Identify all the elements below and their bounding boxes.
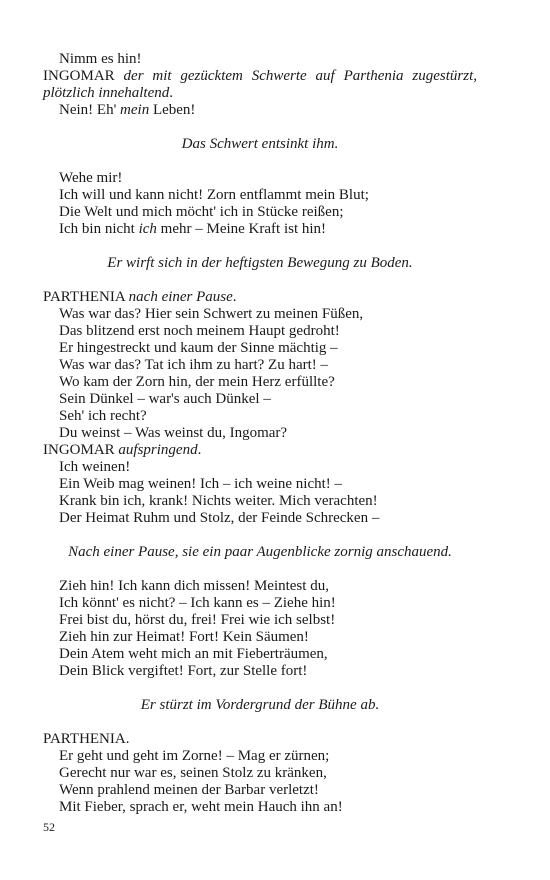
verse-line	[43, 629, 493, 646]
verse-line	[43, 782, 493, 799]
verse-line	[43, 187, 493, 204]
verse-line	[43, 408, 493, 425]
text: Seh' ich recht?	[59, 408, 147, 424]
verse-line	[43, 748, 493, 765]
text: Ich will und kann nicht! Zorn entflammt mein Blut;	[59, 187, 369, 203]
verse-line	[43, 425, 493, 442]
text: Dein Atem weht mich an mit Fieberträumen,	[59, 646, 328, 662]
text: Wenn prahlend meinen der Barbar verletzt!	[59, 782, 319, 798]
text: Zieh hin zur Heimat! Fort! Kein Säumen!	[59, 629, 309, 645]
verse-line	[43, 476, 493, 493]
speaker-line	[43, 731, 477, 748]
verse-line	[43, 102, 493, 119]
italic-text: mein	[120, 102, 150, 118]
italic-text: Er stürzt im Vordergrund der Bühne ab.	[140, 697, 380, 713]
text: Nein! Eh'	[59, 102, 121, 118]
text: Wo kam der Zorn hin, der mein Herz erfüllte?	[59, 374, 335, 390]
book-page	[43, 0, 477, 880]
text: Ich bin nicht	[59, 221, 139, 237]
verse-line	[43, 170, 493, 187]
verse-line	[43, 799, 493, 816]
text: Ich könnt' es nicht? – Ich kann es – Ziehe hin!	[59, 595, 336, 611]
text: Leben!	[149, 102, 196, 118]
text: PARTHENIA.	[43, 731, 130, 747]
text: Er hingestreckt und kaum der Sinne mächtig –	[59, 340, 338, 356]
text: Das blitzend erst noch meinem Haupt gedroht!	[59, 323, 340, 339]
text: .	[197, 442, 202, 458]
italic-text: nach einer Pause	[128, 289, 233, 305]
text: Du weinst – Was weinst du, Ingomar?	[59, 425, 288, 441]
text: Was war das? Hier sein Schwert zu meinen Füßen,	[59, 306, 364, 322]
verse-line	[43, 765, 493, 782]
italic-text: ich	[138, 221, 157, 237]
text: Was war das? Tat ich ihm zu hart? Zu hart! –	[59, 357, 329, 373]
verse-line	[43, 595, 493, 612]
verse-line	[43, 306, 493, 323]
text: INGOMAR	[43, 68, 124, 84]
speaker-line	[43, 289, 477, 306]
text: Mit Fieber, sprach er, weht mein Hauch ihn an!	[59, 799, 343, 815]
stage-direction	[43, 544, 477, 561]
text: mehr – Meine Kraft ist hin!	[156, 221, 327, 237]
italic-text: aufspringend	[118, 442, 198, 458]
text: Dein Blick vergiftet! Fort, zur Stelle fort!	[59, 663, 308, 679]
verse-line	[43, 221, 493, 238]
text: Krank bin ich, krank! Nichts weiter. Mich verachten!	[59, 493, 378, 509]
text: Sein Dünkel – war's auch Dünkel –	[59, 391, 271, 407]
verse-line	[43, 391, 493, 408]
text: Ein Weib mag weinen! Ich – ich weine nicht! –	[59, 476, 343, 492]
verse-line	[43, 204, 493, 221]
verse-line	[43, 612, 493, 629]
speaker-line	[43, 442, 477, 459]
verse-line	[43, 663, 493, 680]
stage-direction	[43, 697, 477, 714]
text: Ich weinen!	[59, 459, 131, 475]
verse-line	[43, 646, 493, 663]
text: Gerecht nur war es, seinen Stolz zu kränken,	[59, 765, 327, 781]
text: Die Welt und mich möcht' ich in Stücke reißen;	[59, 204, 344, 220]
text: Wehe mir!	[59, 170, 123, 186]
verse-line	[43, 340, 493, 357]
text: Er geht und geht im Zorne! – Mag er zürnen;	[59, 748, 330, 764]
verse-line	[43, 510, 493, 527]
stage-direction	[43, 255, 477, 272]
stage-direction-continued	[43, 85, 477, 102]
verse-line	[43, 357, 493, 374]
page-number: 52	[43, 820, 55, 834]
text: .	[232, 289, 237, 305]
verse-line	[43, 459, 493, 476]
text: Frei bist du, hörst du, frei! Frei wie ich selbst!	[59, 612, 336, 628]
speaker-line	[43, 68, 477, 85]
verse-line	[43, 493, 493, 510]
italic-text: Er wirft sich in der heftigsten Bewegung zu Boden.	[107, 255, 413, 271]
text: Der Heimat Ruhm und Stolz, der Feinde Schrecken –	[59, 510, 380, 526]
verse-line	[43, 323, 493, 340]
verse-line	[43, 51, 493, 68]
italic-text: Nach einer Pause, sie ein paar Augenblicke zornig anschauend.	[68, 544, 452, 560]
text: INGOMAR	[43, 442, 119, 458]
text: Nimm es hin!	[59, 51, 142, 67]
italic-text: der mit gezücktem Schwerte auf Parthenia zugestürzt,	[123, 68, 478, 84]
stage-direction	[43, 136, 477, 153]
verse-line	[43, 578, 493, 595]
verse-line	[43, 374, 493, 391]
italic-text: Das Schwert entsinkt ihm.	[181, 136, 339, 152]
italic-text: plötzlich innehaltend	[43, 85, 170, 101]
text: Zieh hin! Ich kann dich missen! Meintest du,	[59, 578, 329, 594]
text: .	[169, 85, 173, 101]
text: PARTHENIA	[43, 289, 129, 305]
